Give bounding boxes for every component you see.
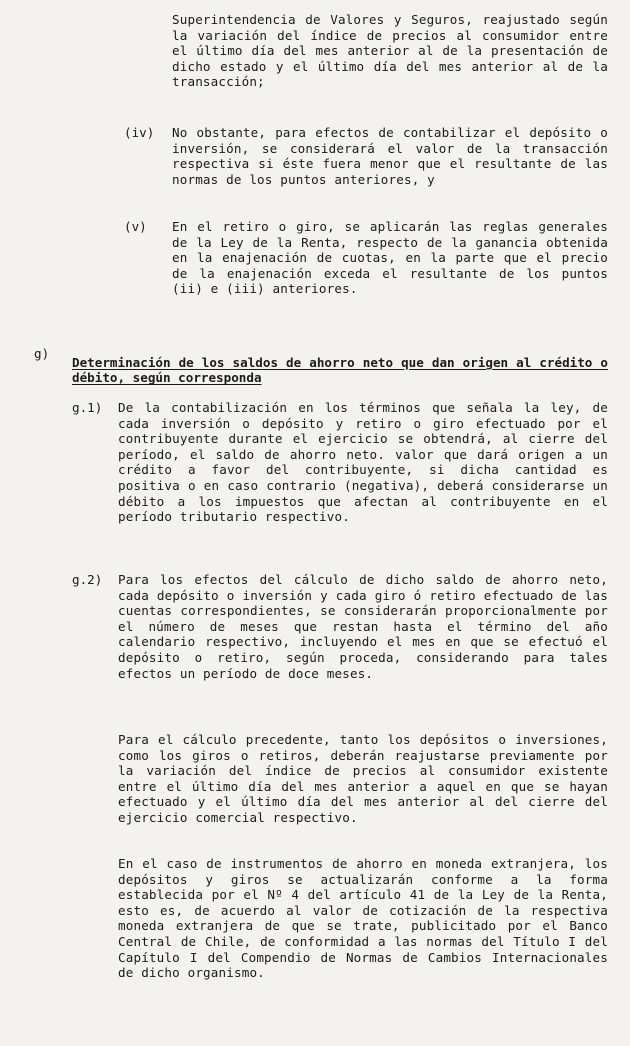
section-g-heading: Determinación de los saldos de ahorro neto que dan origen al crédito o débito, según corresponda bbox=[72, 355, 608, 386]
item-g2-marker: g.2) bbox=[72, 572, 103, 587]
item-v-marker: (v) bbox=[124, 219, 147, 234]
item-v-text: En el retiro o giro, se aplicarán las reglas generales de la Ley de la Renta, respecto de la ganancia obtenida en la enajenación de cuotas, en la parte que el precio de la enajenación exceda el resultante de los puntos (ii) e (iii) anteriores. bbox=[172, 219, 608, 297]
item-g1-marker: g.1) bbox=[72, 400, 103, 415]
paragraph-foreign-currency: En el caso de instrumentos de ahorro en moneda extranjera, los depósitos y giros se actualizarán conforme a la forma establecida por el Nº 4 del artículo 41 de la Ley de la Renta, esto es, de acuerdo al valor de cotización de la respectiva moneda extranjera de que se trate, publicitado por el Banco Central de Chile, de conformidad a las normas del Título I del Capítulo I del Compendio de Normas de Cambios Internacionales de dicho organismo. bbox=[118, 856, 608, 981]
item-iv-marker: (iv) bbox=[124, 125, 155, 140]
item-g2-text: Para los efectos del cálculo de dicho saldo de ahorro neto, cada depósito o inversión y cada giro ó retiro efectuado de las cuentas correspondientes, se considerarán proporcionalmente por el número de meses que restan hasta el término del año calendario respectivo, incluyendo el mes en que se efectuó el depósito o retiro, según proceda, considerando para tales efectos un período de doce meses. bbox=[118, 572, 608, 681]
intro-continuation: Superintendencia de Valores y Seguros, reajustado según la variación del índice de precios al consumidor entre el último día del mes anterior al de la presentación de dicho estado y el último día del mes anterior al de la transacción; bbox=[172, 12, 608, 90]
section-g-marker: g) bbox=[34, 346, 50, 361]
paragraph-calculation: Para el cálculo precedente, tanto los depósitos o inversiones, como los giros o retiros, deberán reajustarse previamente por la variación del índice de precios al consumidor existente entre el último día del mes anterior a aquel en que se hayan efectuado y el último día del mes anterior al del cierre del ejercicio comercial respectivo. bbox=[118, 732, 608, 825]
item-g1-text: De la contabilización en los términos que señala la ley, de cada inversión o depósito y retiro o giro efectuado por el contribuyente durante el ejercicio se obtendrá, al cierre del período, el saldo de ahorro neto. valor que dará origen a un crédito a favor del contribuyente, si dicha cantidad es positiva o en caso contrario (negativa), deberá considerarse un débito a los impuestos que afectan al contribuyente en el período tributario respectivo. bbox=[118, 400, 608, 525]
item-iv-text: No obstante, para efectos de contabilizar el depósito o inversión, se considerará el valor de la transacción respectiva si éste fuera menor que el resultante de las normas de los puntos anteriores, y bbox=[172, 125, 608, 187]
